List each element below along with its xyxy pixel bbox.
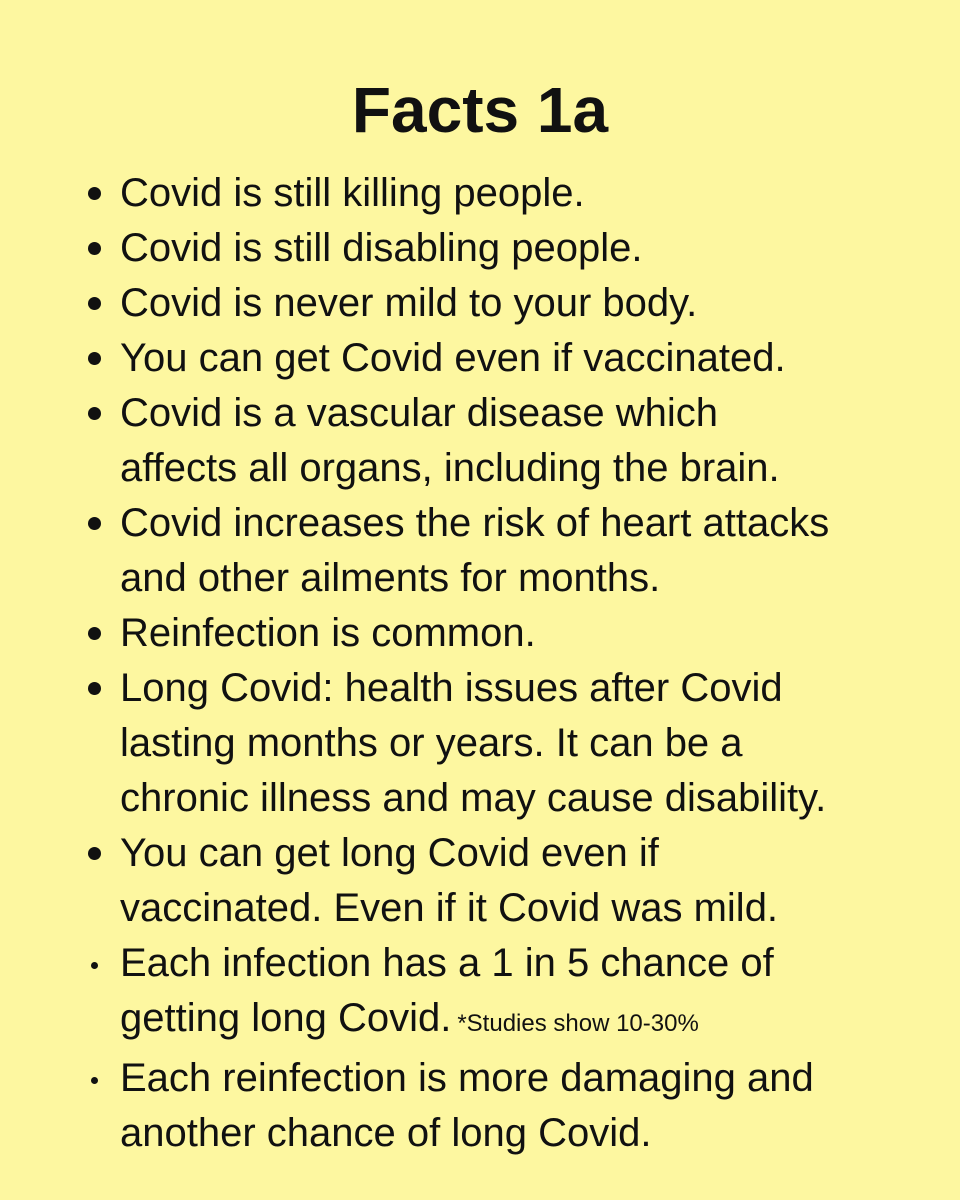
fact-line: chronic illness and may cause disability. (120, 776, 827, 820)
fact-item (0, 661, 960, 826)
fact-line: You can get Covid even if vaccinated. (120, 336, 786, 380)
page-title: Facts 1a (351, 74, 609, 146)
fact-line: Each reinfection is more damaging and (120, 1056, 814, 1100)
fact-line: Reinfection is common. (120, 611, 536, 655)
fact-line: Long Covid: health issues after Covid (120, 666, 783, 710)
bullet-icon (88, 352, 101, 365)
fact-line: another chance of long Covid. (120, 1111, 652, 1155)
fact-item (0, 331, 960, 386)
fact-line: Each infection has a 1 in 5 chance of (120, 941, 774, 985)
fact-line: vaccinated. Even if it Covid was mild. (120, 886, 779, 930)
bullet-icon (88, 847, 101, 860)
bullet-icon (88, 242, 101, 255)
bullet-icon (88, 627, 101, 640)
fact-item (0, 936, 960, 1051)
fact-line: and other ailments for months. (120, 556, 661, 600)
bullet-icon (88, 187, 101, 200)
facts-list (0, 166, 960, 1161)
bullet-icon (91, 962, 98, 969)
bullet-icon (91, 1077, 98, 1084)
bullet-icon (88, 407, 101, 420)
fact-line: You can get long Covid even if (120, 831, 659, 875)
bullet-icon (88, 297, 101, 310)
fact-line: Covid is never mild to your body. (120, 281, 698, 325)
fact-line (120, 991, 920, 1051)
bullet-icon (88, 682, 101, 695)
fact-item (0, 386, 960, 496)
fact-line: affects all organs, including the brain. (120, 446, 780, 490)
fact-line: Covid increases the risk of heart attacks (120, 501, 830, 545)
study-footnote: *Studies show 10-30% (457, 1010, 699, 1037)
fact-item (0, 276, 960, 331)
fact-item (0, 826, 960, 936)
fact-item (0, 496, 960, 606)
bullet-icon (88, 517, 101, 530)
fact-item (0, 221, 960, 276)
fact-item (0, 1051, 960, 1161)
fact-line: Covid is a vascular disease which (120, 391, 719, 435)
fact-line-text: getting long Covid. (120, 996, 452, 1040)
fact-line: lasting months or years. It can be a (120, 721, 743, 765)
fact-item (0, 606, 960, 661)
fact-line: Covid is still killing people. (120, 171, 585, 215)
fact-line: Covid is still disabling people. (120, 226, 643, 270)
fact-item (0, 166, 960, 221)
